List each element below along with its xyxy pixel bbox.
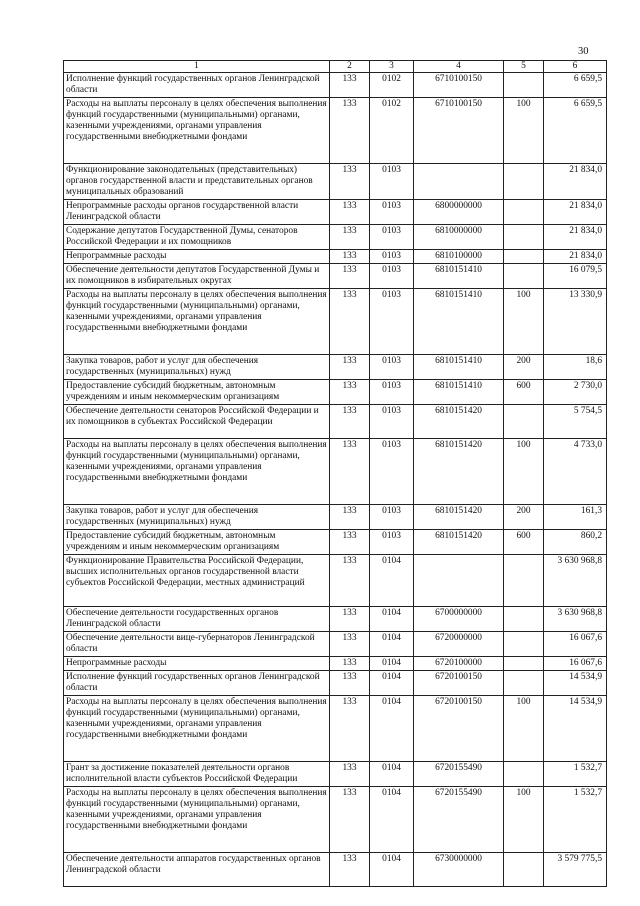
row-name-cell: Непрограммные расходы — [64, 250, 330, 264]
row-value-cell: 100 — [504, 696, 544, 762]
table-row — [64, 264, 607, 289]
row-value-cell: 0102 — [370, 98, 414, 164]
table-row — [64, 355, 607, 380]
row-value-cell: 3 630 968,8 — [544, 607, 607, 632]
row-value-cell: 6730000000 — [414, 853, 504, 887]
row-value-cell: 21 834,0 — [544, 225, 607, 250]
table-row — [64, 632, 607, 657]
row-value-cell: 133 — [330, 164, 370, 200]
row-value-cell: 0103 — [370, 200, 414, 225]
row-value-cell: 0103 — [370, 225, 414, 250]
row-value-cell: 6810151420 — [414, 530, 504, 555]
row-value-cell: 0103 — [370, 505, 414, 530]
row-value-cell: 6800000000 — [414, 200, 504, 225]
row-name-cell: Расходы на выплаты персоналу в целях обеспечения выполнения функций государственными (муниципальными) органами, казенными учреждениями, органами управления государственными внебюджетными фондами — [64, 787, 330, 853]
row-name-cell: Расходы на выплаты персоналу в целях обеспечения выполнения функций государственными (муниципальными) органами, казенными учреждениями, органами управления государственными внебюджетными фондами — [64, 289, 330, 355]
row-value-cell: 6710100150 — [414, 73, 504, 98]
row-value-cell: 133 — [330, 73, 370, 98]
row-value-cell — [504, 73, 544, 98]
row-value-cell: 133 — [330, 200, 370, 225]
row-name-cell: Обеспечение деятельности аппаратов государственных органов Ленинградской области — [64, 853, 330, 887]
row-value-cell: 133 — [330, 225, 370, 250]
row-value-cell: 6 659,5 — [544, 98, 607, 164]
row-value-cell: 133 — [330, 696, 370, 762]
row-value-cell: 100 — [504, 787, 544, 853]
row-value-cell — [504, 607, 544, 632]
row-name-cell: Обеспечение деятельности вице-губернаторов Ленинградской области — [64, 632, 330, 657]
row-value-cell: 0103 — [370, 439, 414, 505]
row-value-cell: 6810000000 — [414, 225, 504, 250]
table-row — [64, 225, 607, 250]
row-value-cell: 161,3 — [544, 505, 607, 530]
table-row — [64, 853, 607, 887]
row-value-cell: 16 067,6 — [544, 657, 607, 671]
row-value-cell — [504, 250, 544, 264]
row-value-cell: 6720000000 — [414, 632, 504, 657]
row-value-cell: 133 — [330, 380, 370, 405]
table-row — [64, 762, 607, 787]
row-value-cell: 6720155490 — [414, 762, 504, 787]
row-value-cell: 6810100000 — [414, 250, 504, 264]
table-row — [64, 164, 607, 200]
row-value-cell: 133 — [330, 439, 370, 505]
row-value-cell — [504, 671, 544, 696]
row-value-cell: 6720100150 — [414, 671, 504, 696]
row-value-cell: 6810151420 — [414, 405, 504, 439]
row-value-cell: 0104 — [370, 787, 414, 853]
row-value-cell: 0103 — [370, 164, 414, 200]
row-name-cell: Предоставление субсидий бюджетным, автономным учреждениям и иным некоммерческим организациям — [64, 380, 330, 405]
row-name-cell: Закупка товаров, работ и услуг для обеспечения государственных (муниципальных) нужд — [64, 505, 330, 530]
row-name-cell: Обеспечение деятельности государственных органов Ленинградской области — [64, 607, 330, 632]
row-name-cell: Исполнение функций государственных органов Ленинградской области — [64, 671, 330, 696]
row-name-cell: Закупка товаров, работ и услуг для обеспечения государственных (муниципальных) нужд — [64, 355, 330, 380]
row-value-cell — [504, 632, 544, 657]
column-header: 4 — [414, 61, 504, 73]
row-value-cell: 6 659,5 — [544, 73, 607, 98]
table-row — [64, 555, 607, 607]
row-value-cell: 6810151410 — [414, 264, 504, 289]
row-name-cell: Обеспечение деятельности депутатов Государственной Думы и их помощников в избирательных округах — [64, 264, 330, 289]
row-value-cell — [504, 657, 544, 671]
row-value-cell: 0104 — [370, 657, 414, 671]
table-row — [64, 671, 607, 696]
row-value-cell: 6700000000 — [414, 607, 504, 632]
row-value-cell: 18,6 — [544, 355, 607, 380]
table-row — [64, 98, 607, 164]
row-value-cell: 4 733,0 — [544, 439, 607, 505]
row-value-cell: 6710100150 — [414, 98, 504, 164]
table-row — [64, 657, 607, 671]
row-value-cell: 2 730,0 — [544, 380, 607, 405]
row-value-cell: 0103 — [370, 264, 414, 289]
table-row — [64, 73, 607, 98]
row-value-cell: 16 079,5 — [544, 264, 607, 289]
row-value-cell: 3 630 968,8 — [544, 555, 607, 607]
row-value-cell: 6720155490 — [414, 787, 504, 853]
row-value-cell: 133 — [330, 787, 370, 853]
row-name-cell: Расходы на выплаты персоналу в целях обеспечения выполнения функций государственными (муниципальными) органами, казенными учреждениями, органами управления государственными внебюджетными фондами — [64, 439, 330, 505]
row-value-cell: 3 579 775,5 — [544, 853, 607, 887]
row-value-cell: 14 534,9 — [544, 696, 607, 762]
row-value-cell — [504, 200, 544, 225]
row-value-cell: 600 — [504, 530, 544, 555]
row-value-cell: 133 — [330, 657, 370, 671]
row-name-cell: Функционирование Правительства Российской Федерации, высших исполнительных органов государственной власти субъектов Российской Федерации, местных администраций — [64, 555, 330, 607]
table-row — [64, 787, 607, 853]
table-row — [64, 200, 607, 225]
row-name-cell: Исполнение функций государственных органов Ленинградской области — [64, 73, 330, 98]
row-value-cell: 0104 — [370, 853, 414, 887]
row-value-cell — [504, 405, 544, 439]
row-value-cell: 200 — [504, 355, 544, 380]
row-value-cell: 0104 — [370, 696, 414, 762]
row-value-cell: 21 834,0 — [544, 200, 607, 225]
row-value-cell: 133 — [330, 289, 370, 355]
row-value-cell: 133 — [330, 853, 370, 887]
row-value-cell: 133 — [330, 355, 370, 380]
row-value-cell: 0104 — [370, 607, 414, 632]
row-value-cell: 0103 — [370, 250, 414, 264]
row-value-cell — [504, 164, 544, 200]
row-value-cell: 0103 — [370, 405, 414, 439]
row-value-cell: 0104 — [370, 555, 414, 607]
table-row — [64, 505, 607, 530]
table-row — [64, 607, 607, 632]
row-value-cell — [414, 164, 504, 200]
row-value-cell: 5 754,5 — [544, 405, 607, 439]
table-row — [64, 250, 607, 264]
row-value-cell: 133 — [330, 250, 370, 264]
row-value-cell: 6810151420 — [414, 505, 504, 530]
row-value-cell: 1 532,7 — [544, 787, 607, 853]
row-name-cell: Расходы на выплаты персоналу в целях обеспечения выполнения функций государственными (муниципальными) органами, казенными учреждениями, органами управления государственными внебюджетными фондами — [64, 98, 330, 164]
row-value-cell: 0104 — [370, 762, 414, 787]
row-value-cell: 16 067,6 — [544, 632, 607, 657]
row-value-cell: 6810151410 — [414, 380, 504, 405]
table-row — [64, 405, 607, 439]
row-value-cell: 0102 — [370, 73, 414, 98]
table-row — [64, 380, 607, 405]
row-value-cell: 21 834,0 — [544, 250, 607, 264]
row-value-cell: 133 — [330, 264, 370, 289]
row-value-cell: 6720100000 — [414, 657, 504, 671]
row-value-cell — [504, 853, 544, 887]
row-value-cell: 0103 — [370, 380, 414, 405]
row-name-cell: Предоставление субсидий бюджетным, автономным учреждениям и иным некоммерческим организациям — [64, 530, 330, 555]
row-value-cell — [414, 555, 504, 607]
row-value-cell: 14 534,9 — [544, 671, 607, 696]
row-value-cell: 100 — [504, 439, 544, 505]
row-value-cell: 0103 — [370, 289, 414, 355]
row-value-cell: 133 — [330, 671, 370, 696]
row-name-cell: Функционирование законодательных (представительных) органов государственной власти и представительных органов муниципальных образований — [64, 164, 330, 200]
table-row — [64, 439, 607, 505]
table-header-row — [64, 61, 607, 73]
row-name-cell: Обеспечение деятельности сенаторов Российской Федерации и их помощников в субъектах Российской Федерации — [64, 405, 330, 439]
row-value-cell: 133 — [330, 405, 370, 439]
column-header: 1 — [64, 61, 330, 73]
row-value-cell: 133 — [330, 98, 370, 164]
table-row — [64, 530, 607, 555]
row-value-cell — [504, 225, 544, 250]
row-value-cell: 0104 — [370, 632, 414, 657]
row-name-cell: Расходы на выплаты персоналу в целях обеспечения выполнения функций государственными (муниципальными) органами, казенными учреждениями, органами управления государственными внебюджетными фондами — [64, 696, 330, 762]
row-value-cell: 1 532,7 — [544, 762, 607, 787]
row-value-cell: 133 — [330, 632, 370, 657]
row-value-cell: 13 330,9 — [544, 289, 607, 355]
row-value-cell — [504, 555, 544, 607]
column-header: 2 — [330, 61, 370, 73]
row-value-cell: 133 — [330, 530, 370, 555]
row-value-cell — [504, 264, 544, 289]
budget-table — [63, 60, 607, 887]
row-value-cell: 0103 — [370, 355, 414, 380]
row-value-cell: 200 — [504, 505, 544, 530]
row-name-cell: Непрограммные расходы — [64, 657, 330, 671]
row-value-cell: 0104 — [370, 671, 414, 696]
column-header: 5 — [504, 61, 544, 73]
row-value-cell: 0103 — [370, 530, 414, 555]
row-name-cell: Грант за достижение показателей деятельности органов исполнительной власти субъектов Российской Федерации — [64, 762, 330, 787]
row-value-cell: 100 — [504, 289, 544, 355]
row-value-cell: 133 — [330, 555, 370, 607]
row-value-cell: 6810151410 — [414, 289, 504, 355]
row-value-cell: 21 834,0 — [544, 164, 607, 200]
table-row — [64, 696, 607, 762]
column-header: 6 — [544, 61, 607, 73]
row-value-cell: 100 — [504, 98, 544, 164]
table-row — [64, 289, 607, 355]
row-value-cell: 6810151410 — [414, 355, 504, 380]
row-value-cell: 133 — [330, 762, 370, 787]
row-value-cell: 860,2 — [544, 530, 607, 555]
row-value-cell: 133 — [330, 505, 370, 530]
row-value-cell — [504, 762, 544, 787]
row-name-cell: Непрограммные расходы органов государственной власти Ленинградской области — [64, 200, 330, 225]
column-header: 3 — [370, 61, 414, 73]
row-value-cell: 133 — [330, 607, 370, 632]
row-value-cell: 600 — [504, 380, 544, 405]
page-number: 30 — [578, 46, 589, 57]
row-value-cell: 6720100150 — [414, 696, 504, 762]
row-name-cell: Содержание депутатов Государственной Думы, сенаторов Российской Федерации и их помощников — [64, 225, 330, 250]
row-value-cell: 6810151420 — [414, 439, 504, 505]
